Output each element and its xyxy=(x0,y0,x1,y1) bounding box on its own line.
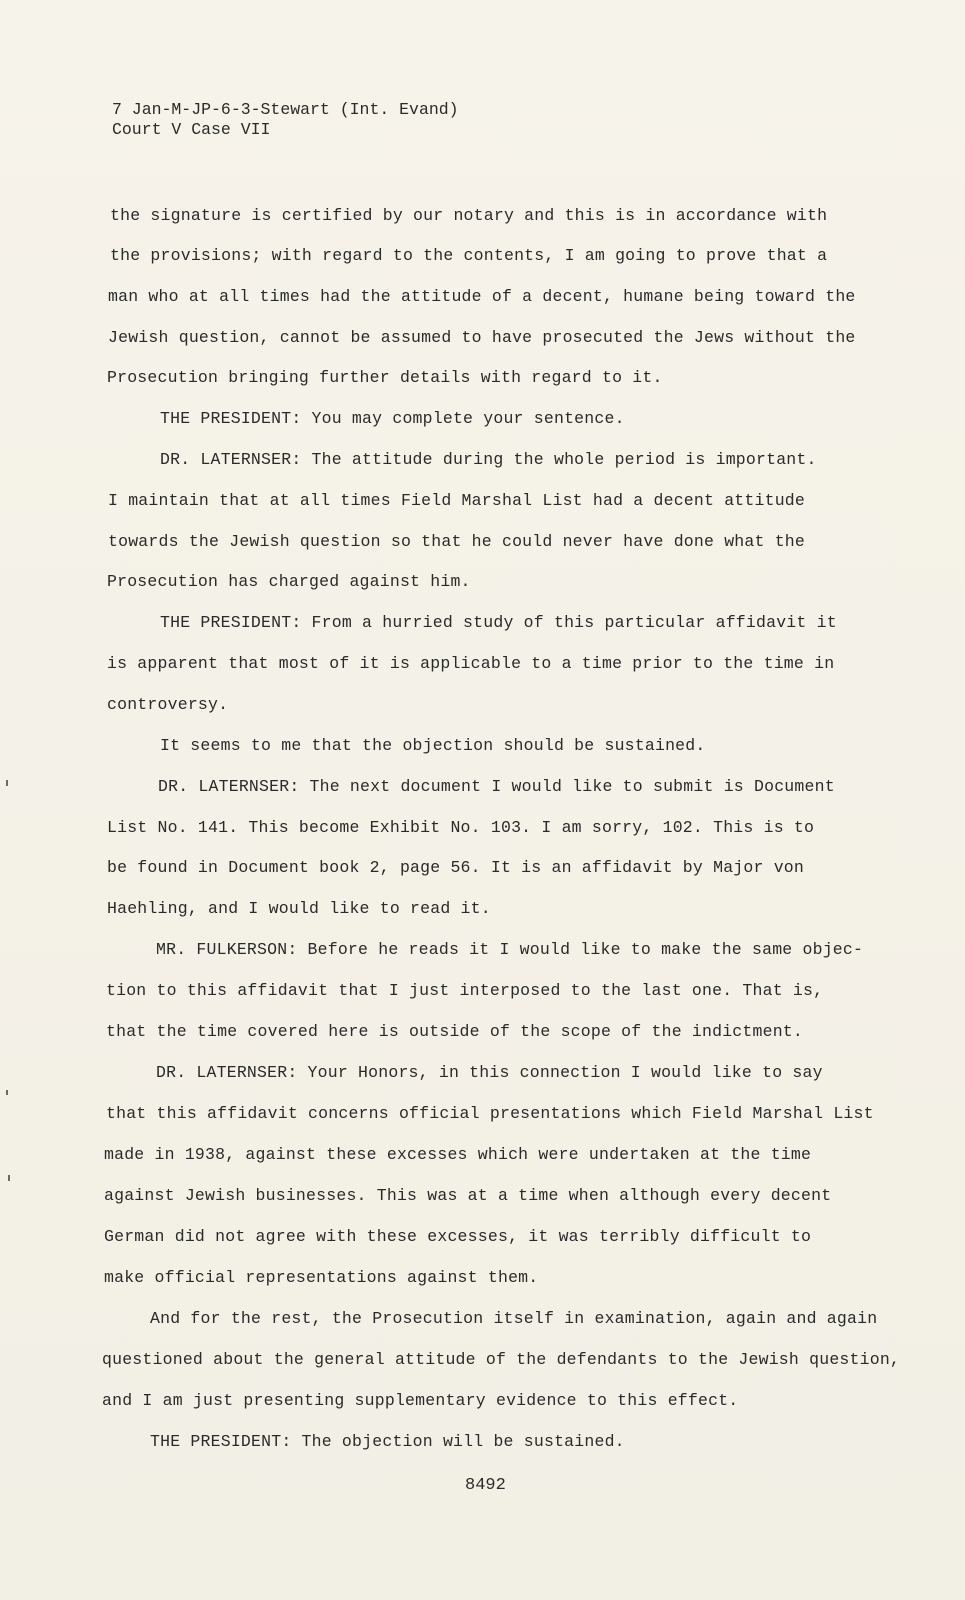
body-line: against Jewish businesses. This was at a time when although every decent xyxy=(104,1186,832,1205)
body-line: that this affidavit concerns official presentations which Field Marshal List xyxy=(106,1104,874,1123)
body-line: towards the Jewish question so that he could never have done what the xyxy=(108,532,806,551)
margin-mark xyxy=(6,780,8,786)
body-line: questioned about the general attitude of the defendants to the Jewish question, xyxy=(102,1350,901,1369)
body-line: DR. LATERNSER: Your Honors, in this connection I would like to say xyxy=(156,1063,823,1082)
body-line: THE PRESIDENT: You may complete your sentence. xyxy=(160,409,625,428)
body-line: that the time covered here is outside of the scope of the indictment. xyxy=(106,1022,804,1041)
page-number: 8492 xyxy=(465,1476,506,1495)
body-line: and I am just presenting supplementary evidence to this effect. xyxy=(102,1391,739,1410)
body-line: man who at all times had the attitude of a decent, humane being toward the xyxy=(108,287,856,306)
body-line: make official representations against them. xyxy=(104,1268,539,1287)
body-line: DR. LATERNSER: The next document I would like to submit is Document xyxy=(158,777,835,796)
body-line: Prosecution has charged against him. xyxy=(107,572,471,591)
body-line: Jewish question, cannot be assumed to have prosecuted the Jews without the xyxy=(108,328,856,347)
body-line: And for the rest, the Prosecution itself in examination, again and again xyxy=(150,1309,878,1328)
body-line: DR. LATERNSER: The attitude during the whole period is important. xyxy=(160,450,817,469)
margin-mark xyxy=(6,1090,8,1095)
body-line: MR. FULKERSON: Before he reads it I would like to make the same objec- xyxy=(156,940,864,959)
body-line: THE PRESIDENT: From a hurried study of this particular affidavit it xyxy=(160,613,837,632)
body-line: I maintain that at all times Field Marshal List had a decent attitude xyxy=(108,491,806,510)
body-line: made in 1938, against these excesses which were undertaken at the time xyxy=(104,1145,812,1164)
body-line: controversy. xyxy=(107,695,229,714)
header-line-1: 7 Jan-M-JP-6-3-Stewart (Int. Evand) xyxy=(112,100,459,119)
body-line: is apparent that most of it is applicable to a time prior to the time in xyxy=(107,654,835,673)
body-line: be found in Document book 2, page 56. It is an affidavit by Major von xyxy=(107,858,805,877)
body-line: the provisions; with regard to the contents, I am going to prove that a xyxy=(110,246,828,265)
header-line-2: Court V Case VII xyxy=(112,120,271,139)
document-header xyxy=(112,100,459,140)
margin-mark xyxy=(8,1175,10,1181)
body-line: Prosecution bringing further details with regard to it. xyxy=(107,368,663,387)
body-line: German did not agree with these excesses, it was terribly difficult to xyxy=(104,1227,812,1246)
body-line: Haehling, and I would like to read it. xyxy=(107,899,491,918)
body-line: tion to this affidavit that I just interposed to the last one. That is, xyxy=(106,981,824,1000)
body-line: THE PRESIDENT: The objection will be sustained. xyxy=(150,1432,625,1451)
body-line: List No. 141. This become Exhibit No. 103. I am sorry, 102. This is to xyxy=(107,818,815,837)
body-line: It seems to me that the objection should be sustained. xyxy=(160,736,706,755)
body-line: the signature is certified by our notary and this is in accordance with xyxy=(110,206,828,225)
